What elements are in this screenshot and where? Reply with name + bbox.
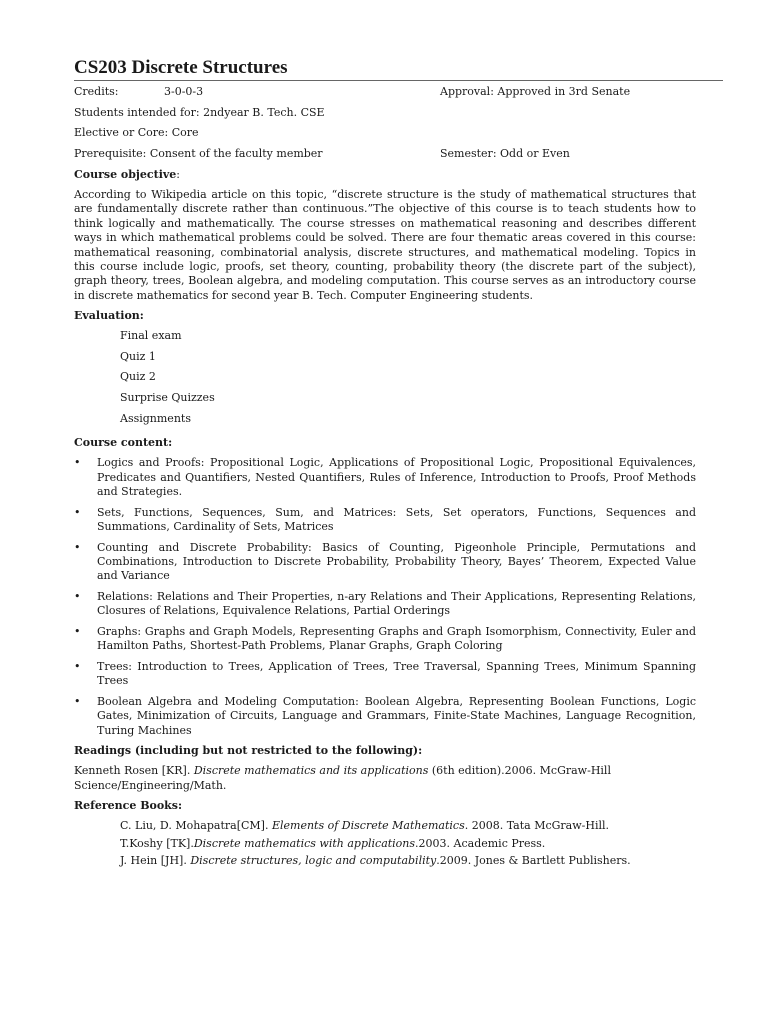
- content-item: • Relations: Relations and Their Properties, n-ary Relations and Their Applications, Representing Relations, Closures of Relations, Equivalence Relations, Partial Orderings: [74, 590, 696, 618]
- elective-row: [74, 126, 696, 147]
- bullet-icon: •: [74, 625, 81, 639]
- content-item: • Boolean Algebra and Modeling Computation: Boolean Algebra, Representing Boolean Functions, Logic Gates, Minimization of Circuits, Language and Grammars, Finite-State Machines, Language Recognition, Turing Machines: [74, 695, 696, 737]
- semester-text: Semester: Odd or Even: [440, 146, 570, 160]
- credits-value: 3-0-0-3: [164, 85, 204, 98]
- objective-heading: Course objective:: [74, 168, 180, 181]
- bullet-icon: •: [74, 540, 81, 554]
- references-heading: Reference Books:: [74, 799, 183, 813]
- page-title: CS203 Discrete Structures: [74, 57, 288, 78]
- bullet-icon: •: [74, 660, 81, 674]
- students-text: Students intended for: 2ndyear B. Tech. CSE: [74, 105, 325, 119]
- prerequisite-row: [74, 147, 696, 168]
- prerequisite-text: Prerequisite: Consent of the faculty member: [74, 146, 323, 160]
- credits-row: [74, 85, 696, 106]
- evaluation-item: Quiz 2: [120, 370, 156, 384]
- document-page: [74, 57, 696, 872]
- evaluation-item: Final exam: [120, 329, 182, 343]
- evaluation-item: Assignments: [120, 411, 191, 425]
- content-item: • Sets, Functions, Sequences, Sum, and Matrices: Sets, Set operators, Functions, Sequences and Summations, Cardinality of Sets, Matrices: [74, 505, 696, 534]
- objective-text: According to Wikipedia article on this topic, “discrete structure is the study of mathematical structures that are fundamentally discrete rather than continuous.”The objective of this course is to teach students how to think logically and mathematically. The course stresses on mathematical reasoning and describes different ways in which mathematical problems could be solved. There are four thematic areas covered in this course: mathematical reasoning, combinatorial analysis, discrete structures, and mathematical modeling. Topics in this course include logic, proofs, set theory, counting, probability theory (the discrete part of the subject), graph theory, trees, Boolean algebra, and modeling computation. This course serves as an introductory course in discrete mathematics for second year B. Tech. Computer Engineering students.: [74, 188, 696, 302]
- content-item: • Logics and Proofs: Propositional Logic, Applications of Propositional Logic, Propositional Equivalences, Predicates and Quantifiers, Nested Quantifiers, Rules of Inference, Introduction to Proofs, Proof Methods and Strategies.: [74, 456, 696, 499]
- reference-list: [120, 819, 696, 872]
- content-list: [74, 456, 696, 738]
- evaluation-item: Surprise Quizzes: [120, 391, 215, 405]
- content-item: • Trees: Introduction to Trees, Application of Trees, Tree Traversal, Spanning Trees, Minimum Spanning Trees: [74, 660, 696, 688]
- elective-text: Elective or Core: Core: [74, 126, 199, 139]
- evaluation-heading: Evaluation:: [74, 309, 144, 323]
- bullet-icon: •: [74, 695, 81, 709]
- bullet-icon: •: [74, 505, 81, 519]
- evaluation-list: [120, 329, 696, 432]
- content-heading: Course content:: [74, 436, 173, 450]
- reference-item: T.Koshy [TK].Discrete mathematics with applications.2003. Academic Press.: [120, 836, 546, 850]
- content-item: • Counting and Discrete Probability: Basics of Counting, Pigeonhole Principle, Permutations and Combinations, Introduction to Discrete Probability, Probability Theory, Bayes’ Theorem, Expected Value and Variance: [74, 540, 696, 583]
- reference-item: J. Hein [JH]. Discrete structures, logic and computability.2009. Jones & Bartlett Publishers.: [120, 854, 631, 868]
- students-row: [74, 106, 696, 127]
- approval-text: Approval: Approved in 3rd Senate: [440, 85, 631, 98]
- credits-label: Credits:: [74, 85, 119, 98]
- reading-entry: Kenneth Rosen [KR]. Discrete mathematics and its applications (6th edition).2006. McGraw-Hill Science/Engineering/Math.: [74, 764, 611, 792]
- bullet-icon: •: [74, 456, 81, 470]
- readings-heading: Readings (including but not restricted to the following):: [74, 744, 423, 758]
- reference-item: C. Liu, D. Mohapatra[CM]. Elements of Discrete Mathematics. 2008. Tata McGraw-Hill.: [120, 819, 610, 833]
- evaluation-item: Quiz 1: [120, 349, 156, 363]
- reading-book-title: Discrete mathematics and its applications: [193, 764, 429, 778]
- content-item: • Graphs: Graphs and Graph Models, Representing Graphs and Graph Isomorphism, Connectivity, Euler and Hamilton Paths, Shortest-Path Problems, Planar Graphs, Graph Coloring: [74, 625, 696, 653]
- bullet-icon: •: [74, 590, 81, 604]
